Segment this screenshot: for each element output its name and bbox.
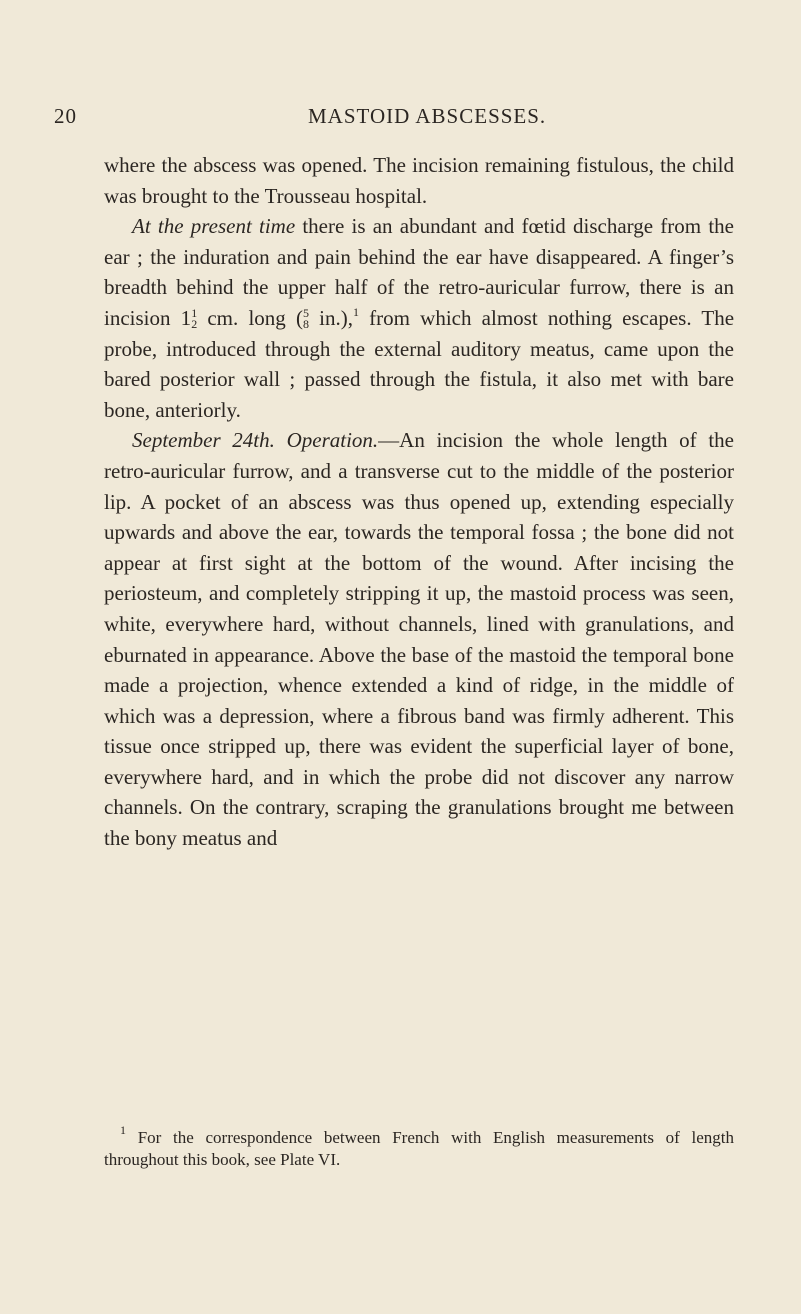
paragraph-text: —An incision the whole length of the retro-auricular furrow, and a transverse cut to the middle of the posterior lip. A pocket of an abscess was thus opened up, extending especially upwards and above the ear, towards the temporal fossa ; the bone did not appear at first sight at the bottom of the wound. After incising the periosteum, and completely stripping it up, the mastoid process was seen, white, everywhere hard, without channels, lined with granulations, and eburnated in appearance. Above the base of the mastoid the temporal bone made a projection, whence extended a kind of ridge, in the middle of which was a depression, where a fibrous band was firmly adherent. This tissue once stripped up, there was evident the superficial layer of bone, everywhere hard, and in which the probe did not discover any narrow channels. On the contrary, scraping the granulations brought me between the bony meatus and	[104, 428, 735, 851]
fraction-denominator: 8	[302, 316, 309, 331]
running-title: MASTOID ABSCESSES.	[308, 104, 547, 128]
footnote-reference: 1	[352, 304, 359, 319]
paragraph-text: there is an abundant and fœtid discharge from the ear ; the induration and pain behind the ear have disappeared. A finger’s breadth behind the upper half of the retro-auricular furrow, there is an incision 1	[104, 214, 734, 330]
italic-heading: Operation.	[286, 428, 379, 453]
paragraph-operation	[104, 425, 734, 853]
paragraph-text: in.),	[308, 305, 353, 330]
page-header	[54, 104, 754, 138]
italic-lead: At the present time	[132, 214, 296, 239]
footnote-text: For the correspondence between French with English measurements of length throughout this book, see Plate VI.	[104, 1128, 734, 1169]
fraction-numerator: 5	[302, 305, 309, 320]
paragraph-text: from which almost nothing escapes. The probe, introduced through the external auditory meatus, came upon the bared posterior wall ; passed through the fistula, it also met with bare bone, anteriorly.	[104, 305, 735, 422]
paragraph-continuation: where the abscess was opened. The incision remaining fistulous, the child was brought to the Trousseau hospital.	[104, 153, 734, 208]
italic-date: September 24th.	[132, 428, 275, 453]
footnote	[104, 1123, 734, 1171]
paragraph-present-time	[104, 211, 734, 425]
page-number: 20	[54, 104, 77, 128]
body-text	[104, 150, 734, 854]
fraction-denominator: 2	[191, 316, 198, 331]
fraction-numerator: 1	[191, 305, 198, 320]
footnote-marker: 1	[120, 1123, 126, 1137]
paragraph-text: cm. long (	[197, 305, 303, 330]
